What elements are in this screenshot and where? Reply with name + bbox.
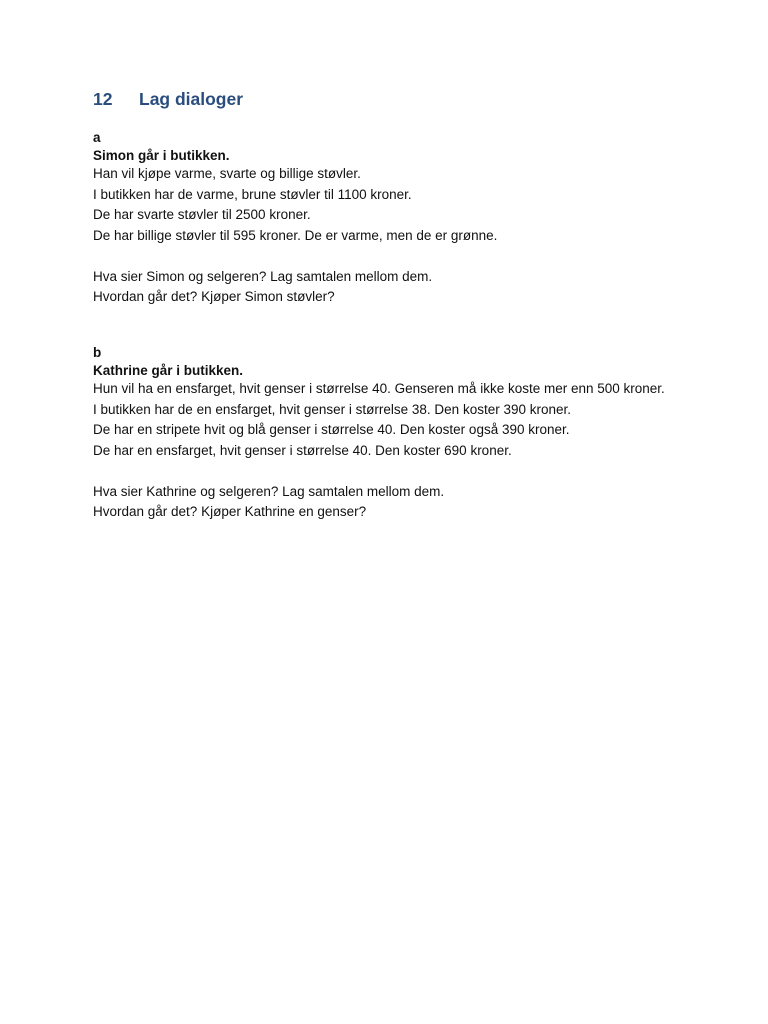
text-line: De har svarte støvler til 2500 kroner. — [93, 207, 311, 222]
text-line: I butikken har de en ensfarget, hvit genser i størrelse 38. Den koster 390 kroner. — [93, 401, 572, 417]
text-line: De har billige støvler til 595 kroner. De er varme, men de er grønne. — [93, 227, 498, 243]
paragraph-gap — [93, 461, 673, 482]
text-line: Hun vil ha en ensfarget, hvit genser i størrelse 40. Genseren må ikke koste mer enn 500 kroner. — [93, 381, 665, 396]
question-line: Hvordan går det? Kjøper Simon støvler? — [93, 289, 335, 304]
section-letter: a — [93, 130, 101, 145]
text-line: I butikken har de varme, brune støvler til 1100 kroner. — [93, 186, 412, 202]
question-line: Hva sier Simon og selgeren? Lag samtalen mellom dem. — [93, 268, 433, 284]
exercise-heading — [93, 88, 243, 110]
question-line: Hvordan går det? Kjøper Kathrine en genser? — [93, 504, 367, 519]
paragraph-gap — [93, 246, 673, 267]
text-line: De har en ensfarget, hvit genser i størrelse 40. Den koster 690 kroner. — [93, 442, 512, 458]
exercise-number: 12 — [93, 89, 113, 109]
section-letter: b — [93, 345, 102, 360]
section-subtitle: Simon går i butikken. — [93, 147, 230, 163]
section-b — [93, 344, 673, 523]
section-a — [93, 129, 673, 308]
question-line: Hva sier Kathrine og selgeren? Lag samtalen mellom dem. — [93, 483, 445, 499]
text-line: Han vil kjøpe varme, svarte og billige støvler. — [93, 166, 361, 181]
text-line: De har en stripete hvit og blå genser i størrelse 40. Den koster også 390 kroner. — [93, 422, 570, 437]
section-subtitle: Kathrine går i butikken. — [93, 362, 244, 378]
exercise-title: Lag dialoger — [139, 89, 244, 109]
